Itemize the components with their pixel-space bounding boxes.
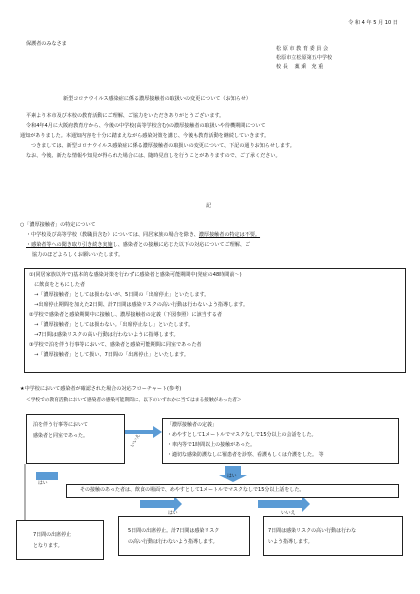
intro-line: つきましては、新型コロナウイルス感染症に係る濃厚接触者の取扱いの変更について、下記の通りお知らせします。 bbox=[31, 143, 295, 149]
section-heading: ○「濃厚接触者」の特定について bbox=[20, 222, 96, 228]
definition-box-text: ・車内等で1時間以上の接触があった。 bbox=[167, 442, 256, 448]
outcome-right-text: 7日間は感染リスクの高い行動は行わな bbox=[268, 528, 357, 534]
outcome-mid-text: 5日間の出席停止。計7日間は感染リスク bbox=[128, 528, 220, 534]
definition-box-text: ・めやすとして1メートルでマスクなしで15分以上の会話をした。 bbox=[167, 432, 317, 438]
ki-heading: 記 bbox=[206, 203, 212, 209]
notice-title: 新型コロナウイルス感染症に係る濃厚接触者の取扱いの変更について（お知らせ） bbox=[63, 96, 251, 102]
stay-box-text: 泊を伴う行事等において bbox=[33, 422, 89, 428]
section-line: 協力のほどよろしくお願いいたします。 bbox=[32, 252, 124, 258]
meal-box-text: その接触のあった者は、飲食の場面で、めやすとして1メートルでマスクなしで15分以上話をした。 bbox=[80, 487, 305, 493]
rule-line: →「濃厚接触者」としては扱わない。「出席停止なし」といたします。 bbox=[29, 322, 194, 328]
outcome-right-text: いよう指導します。 bbox=[268, 539, 313, 545]
stay-box-text: 感染者と同室であった。 bbox=[33, 433, 88, 439]
issuer-principal: 校 長 藁 乗 充 重 bbox=[276, 64, 324, 70]
flowchart-heading: ★中学校において感染者が確認された場合の対応フローチャート(参考) bbox=[20, 386, 182, 392]
rule-line: →出席停止期間を加えた2日間、計7日間は感染リスクの高い行動は行わないよう指導します。 bbox=[29, 302, 249, 308]
emphasis-text: ・感染者等への聞き取り引き続き実施 bbox=[26, 242, 113, 248]
outcome-mid-box bbox=[118, 516, 250, 556]
rule-line: ②学校で感染者と感染期間中に接触し、濃厚接触者の定義（下図参照）に該当する者 bbox=[29, 312, 223, 318]
arrow-iie-right bbox=[258, 500, 304, 508]
outcome-mid-text: の高い行動は行わないよう指導します。 bbox=[128, 539, 218, 545]
outcome-left-text: となります。 bbox=[33, 543, 63, 549]
definition-box-text: ・適切な感染防護なしに罹患者を診察、看護もしくは介護をした。 等 bbox=[167, 452, 324, 458]
flowchart-subheading: ＜学校での教育活動において感染者の感染可能期間に、以下のいずれかに当てはまる接触があった者＞ bbox=[26, 398, 242, 403]
label-hai-center: はい bbox=[227, 474, 237, 479]
outcome-left-text: 7日間の出席停止 bbox=[33, 532, 72, 538]
outcome-left-box bbox=[16, 520, 104, 560]
arrow-hai-mid bbox=[140, 500, 176, 508]
section-line-text: ・中学校及び高等学校（教職員含む）については、同居家族の場合を除き、 bbox=[26, 232, 199, 238]
rule-line: ③学校で泊を伴う行事等において、感染者と感染可能期間に同室であった者 bbox=[29, 342, 202, 348]
intro-line: 平素より本市及び本校の教育活動にご理解、ご協力をいただきありがとうございます。 bbox=[26, 113, 225, 119]
section-line-text: し、感染者との接触に応じた以下の対応についてご理解、ご bbox=[112, 242, 251, 248]
rule-line: ①(同居家族以外で)基本的な感染対策を行わずに感染者と感染可能期間中(発症の48時間前～) bbox=[29, 272, 242, 278]
label-iie-right: いいえ bbox=[281, 511, 296, 516]
definition-box-text: 「濃厚接触者の定義」 bbox=[167, 422, 218, 428]
rule-line: →7日間は感染リスクの高い行動は行わないように指導します。 bbox=[29, 332, 179, 338]
issuer-school: 松原市立松原第五中学校 bbox=[276, 55, 333, 61]
issuer-org: 松 原 市 教 育 委 員 会 bbox=[276, 46, 329, 52]
intro-line: 令和4年4月に大阪府教育庁から、今後の中学校(高等学校含む)の濃厚接触者の取扱いや待機期間について bbox=[26, 123, 266, 129]
label-hai-mid: はい bbox=[168, 511, 178, 516]
recipient: 保護者のみなさま bbox=[26, 41, 67, 47]
emphasis-text: 濃厚接触者の特定は不要。 bbox=[198, 232, 261, 238]
rule-line: に飲食をともにした者 bbox=[29, 282, 86, 288]
label-iie-top: いいえ bbox=[130, 433, 142, 449]
outcome-right-box bbox=[263, 516, 403, 556]
intro-line: 通知がありました。本通知内容を十分に踏まえながら感染対策を講じ、今後も教育活動を継続していきます。 bbox=[20, 133, 270, 139]
intro-line: なお、今後、新たな情報や知見が得られた場合には、随時見直しを行うことがありますので、ご了承ください。 bbox=[26, 153, 281, 159]
date: 令 和 4 年 5 月 10 日 bbox=[348, 20, 398, 26]
label-hai-left: はい bbox=[38, 481, 48, 486]
rule-line: →「濃厚接触者」としては扱わないが、5日間の「出席停止」といたします。 bbox=[29, 292, 210, 298]
rule-line: →「濃厚接触者」として扱い、7日間の「出席停止」といたします。 bbox=[29, 352, 189, 358]
